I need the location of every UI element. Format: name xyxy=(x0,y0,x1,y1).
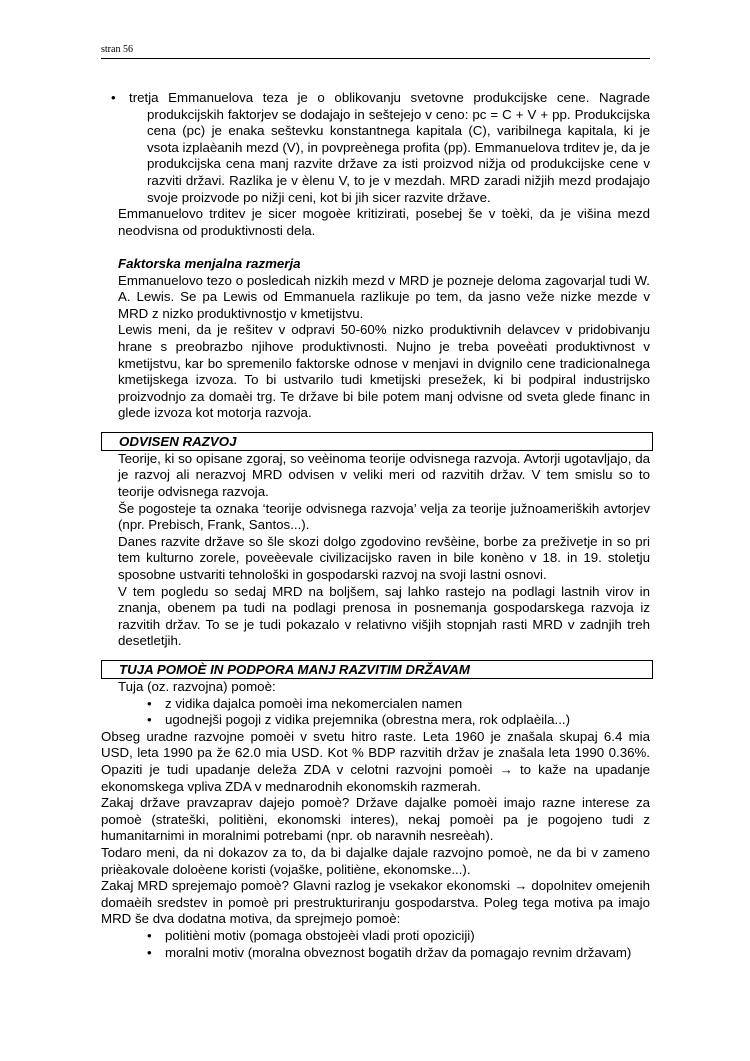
paragraph: V tem pogledu so sedaj MRD na boljšem, saj lahko rastejo na podlagi lastnih virov in znanja, obenem pa tudi na podlagi prenosa in posnemanja gospodarskega razvoja iz razvitih držav. To se je tudi pokazalo v relativno višjih stopnjah rasti MRD v zadnjih treh desetletjih. xyxy=(118,583,650,649)
bullet-icon: • xyxy=(111,90,116,105)
paragraph: Še pogosteje ta oznaka ‘teorije odvisnega razvoja’ velja za teorije južnoameriških avtorjev (npr. Prebisch, Frank, Santos...). xyxy=(118,500,650,533)
list-item xyxy=(101,696,650,713)
bullet-text: politièni motiv (pomaga obstojeèi vladi proti opoziciji) xyxy=(165,927,475,943)
paragraph: Emmanuelovo trditev je sicer mogoèe kritizirati, posebej še v toèki, da je višina mezd neodvisna od produktivnosti dela. xyxy=(118,206,650,238)
boxed-section-heading: TUJA POMOÈ IN PODPORA MANJ RAZVITIM DRŽAVAM xyxy=(101,660,653,679)
paragraph: Tuja (oz. razvojna) pomoè: xyxy=(118,679,276,694)
paragraph: Zakaj MRD sprejemajo pomoè? Glavni razlog je vsekakor ekonomski → dopolnitev omejenih domaèih sredstev in pomoè pri prestrukturiranju gospodarstva. Poleg tega motiva pa imajo MRD še dva dodatna motiva, da sprejmejo pomoè: xyxy=(101,878,650,927)
document-body xyxy=(101,90,650,961)
paragraph: Emmanuelovo tezo o posledicah nizkih mezd v MRD je pozneje deloma zagovarjal tudi W. A. Lewis. Se pa Lewis od Emmanuela razlikuje po tem, da jasno veže nizke mezde v MRD z nizko produktivnostjo v kmetijstvu. xyxy=(118,272,650,321)
bullet-icon: • xyxy=(147,712,152,728)
paragraph: Danes razvite države so šle skozi dolgo zgodovino revšèine, borbe za preživetje in so pri tem kulturno zorele, poveèevale civilizacijsko raven in bile konèno v 18. in 19. stoletju sposobne ustvariti tehnološki in gospodarski razvoj na svoji lastni osnovi. xyxy=(118,533,650,583)
paragraph: Todaro meni, da ni dokazov za to, da bi dajalke dajale razvojno pomoè, ne da bi v zameno prièakovale doloèene koristi (vojaške, politiène, ekonomske...). xyxy=(101,844,650,877)
list-item xyxy=(101,928,650,945)
section-heading: Faktorska menjalna razmerja xyxy=(118,255,301,271)
list-item xyxy=(101,945,650,962)
paragraph: Obseg uradne razvojne pomoèi v svetu hitro raste. Leta 1960 je znašala skupaj 6.4 mia USD, leta 1990 pa že 62.0 mia USD. Kot % BDP razvitih držav je znašala leta 1990 0.36%. Opaziti je tudi upadanje deleža ZDA v celotni razvojni pomoèi → to kaže na upadanje ekonomskega vpliva ZDA v mednarodnih ekonomskih razmerah. xyxy=(101,728,650,794)
paragraph: Lewis meni, da je rešitev v odpravi 50-60% nizko produktivnih delavcev v pridobivanju hrane s preobrazbo njihove produktivnosti. Nujno je treba poveèati produktivnost v kmetijstvu, kar bo spremenilo faktorske odnose v menjavi in dvignilo cene tradicionalnega kmetijskega izvoza. To bi ustvarilo tudi kmetijski presežek, ki bi podpiral industrijsko proizvodnjo za domaèi trg. Te države bi bile potem manj odvisne od sveta glede financ in glede izvoza kot motorja razvoja. xyxy=(118,322,650,421)
paragraph: Teorije, ki so opisane zgoraj, so veèinoma teorije odvisnega razvoja. Avtorji ugotavljajo, da je razvoj ali nerazvoj MRD odvisen v veliki meri od razvitih držav. V tem smislu so to teorije odvisnega razvoja. xyxy=(118,450,650,500)
header-rule xyxy=(101,58,650,59)
page-number-header: stran 56 xyxy=(101,44,133,55)
bullet-text: tretja Emmanuelova teza je o oblikovanju svetovne produkcijske cene. Nagrade produkcijskih faktorjev se dodajajo in seštejejo v ceno: pc = C + V + pp. Produkcijska cena (pc) je enaka seštevku konstantnega kapitala (C), varibilnega kapitala, ki je vsota izplaèanih mezd (V), in povpreènega profita (pp). Emmanuelova trditev je, da je produkcijska cena manj razvite države za isti proizvod nižja od produkcijske cene v razviti državi. Razlika je v èlenu V, to je v mezdah. MRD zaradi nižjih mezd prodajajo svoje proizvode po nižji ceni, kot bi jih sicer razvite države. xyxy=(129,90,650,205)
boxed-section-heading: ODVISEN RAZVOJ xyxy=(101,432,653,451)
paragraph: Zakaj države pravzaprav dajejo pomoè? Države dajalke pomoèi imajo razne interese za pomoè (strateški, politièni, ekonomski interes), nekaj pomoèi pa je pogojeno tudi z humanitarnimi in moralnimi potrebami (npr. ob naravnih nesreèah). xyxy=(101,795,650,844)
bullet-text: z vidika dajalca pomoèi ima nekomercialen namen xyxy=(165,695,463,711)
bullet-icon: • xyxy=(147,944,152,960)
list-item xyxy=(101,90,650,206)
bullet-text: ugodnejši pogoji z vidika prejemnika (obrestna mera, rok odplaèila...) xyxy=(165,712,571,728)
bullet-text: moralni motiv (moralna obveznost bogatih držav da pomagajo revnim državam) xyxy=(165,944,632,960)
list-item xyxy=(101,712,650,729)
bullet-icon: • xyxy=(147,695,152,711)
bullet-icon: • xyxy=(147,927,152,943)
